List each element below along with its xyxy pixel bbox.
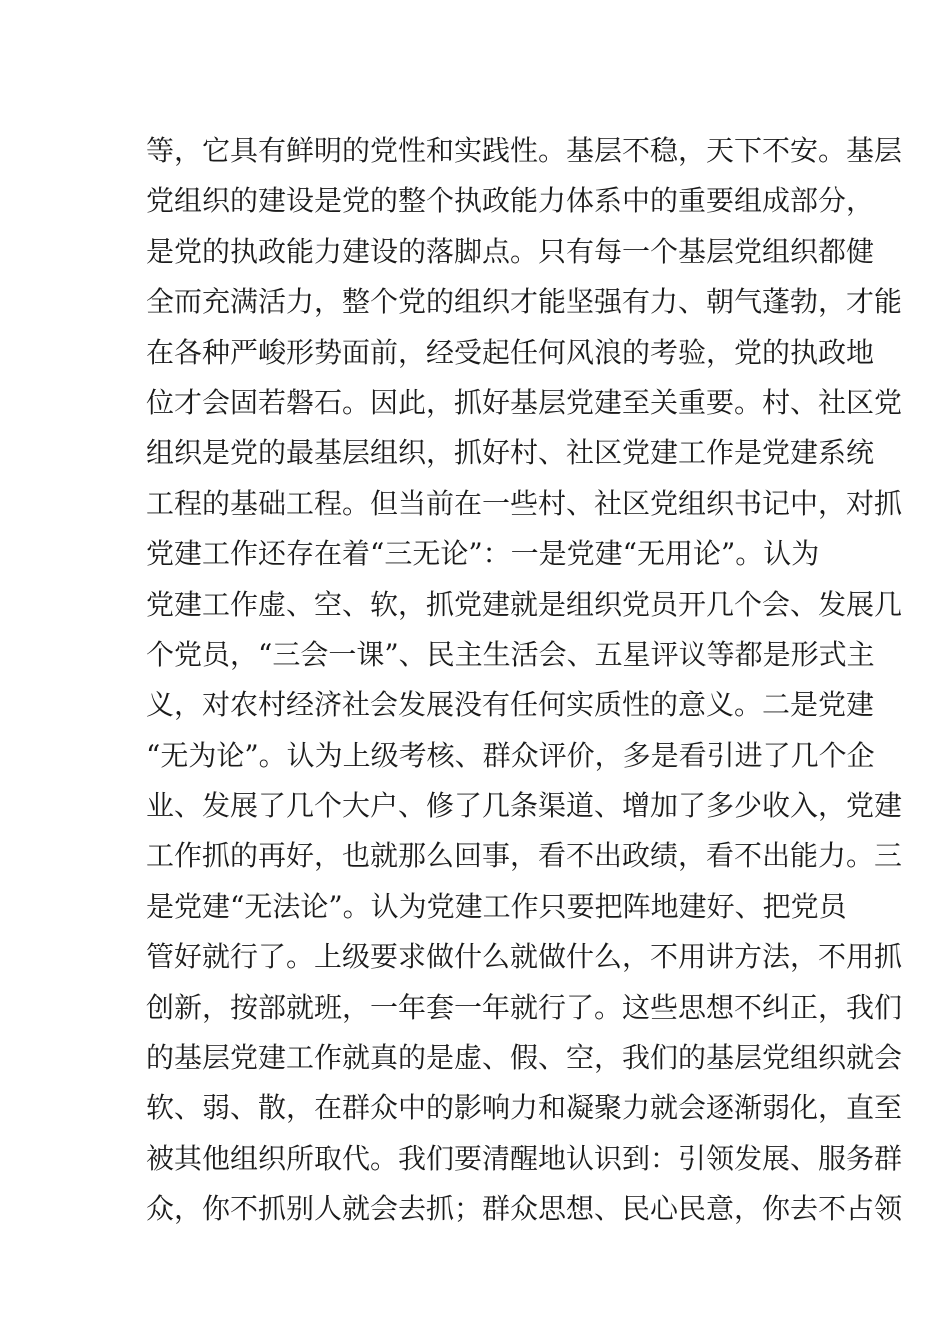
text-line: 的基层党建工作就真的是虚、假、空，我们的基层党组织就会 (146, 1041, 903, 1075)
text-line: 管好就行了。上级要求做什么就做什么，不用讲方法，不用抓 (146, 940, 903, 974)
text-line: 工程的基础工程。但当前在一些村、社区党组织书记中，对抓 (146, 486, 903, 520)
text-line: 位才会固若磐石。因此，抓好基层党建至关重要。村、社区党 (146, 385, 903, 419)
text-line: 是党的执政能力建设的落脚点。只有每一个基层党组织都健 (146, 234, 875, 268)
body-paragraph (146, 126, 903, 1235)
text-line: 义，对农村经济社会发展没有任何实质性的意义。二是党建 (146, 688, 875, 722)
text-line: 软、弱、散，在群众中的影响力和凝聚力就会逐渐弱化，直至 (146, 1091, 903, 1125)
text-line: 党组织的建设是党的整个执政能力体系中的重要组成部分， (146, 184, 875, 218)
text-line: 业、发展了几个大户、修了几条渠道、增加了多少收入，党建 (146, 789, 903, 823)
text-line: 是党建“无法论”。认为党建工作只要把阵地建好、把党员 (146, 889, 847, 923)
text-line: 组织是党的最基层组织，抓好村、社区党建工作是党建系统 (146, 436, 875, 470)
text-line: 创新，按部就班，一年套一年就行了。这些思想不纠正，我们 (146, 990, 903, 1024)
text-line: 个党员，“三会一课”、民主生活会、五星评议等都是形式主 (146, 637, 875, 671)
text-line: 在各种严峻形势面前，经受起任何风浪的考验，党的执政地 (146, 335, 875, 369)
text-line: 工作抓的再好，也就那么回事，看不出政绩，看不出能力。三 (146, 839, 903, 873)
text-line: 党建工作虚、空、软，抓党建就是组织党员开几个会、发展几 (146, 587, 903, 621)
text-line: “无为论”。认为上级考核、群众评价，多是看引进了几个企 (146, 738, 875, 772)
text-line: 全而充满活力，整个党的组织才能坚强有力、朝气蓬勃，才能 (146, 285, 903, 319)
text-line: 被其他组织所取代。我们要清醒地认识到：引领发展、服务群 (146, 1141, 903, 1175)
text-line: 等，它具有鲜明的党性和实践性。基层不稳，天下不安。基层 (146, 134, 903, 167)
text-line: 党建工作还存在着“三无论”：一是党建“无用论”。认为 (146, 537, 820, 571)
text-line: 众，你不抓别人就会去抓；群众思想、民心民意，你去不占领 (146, 1192, 903, 1226)
